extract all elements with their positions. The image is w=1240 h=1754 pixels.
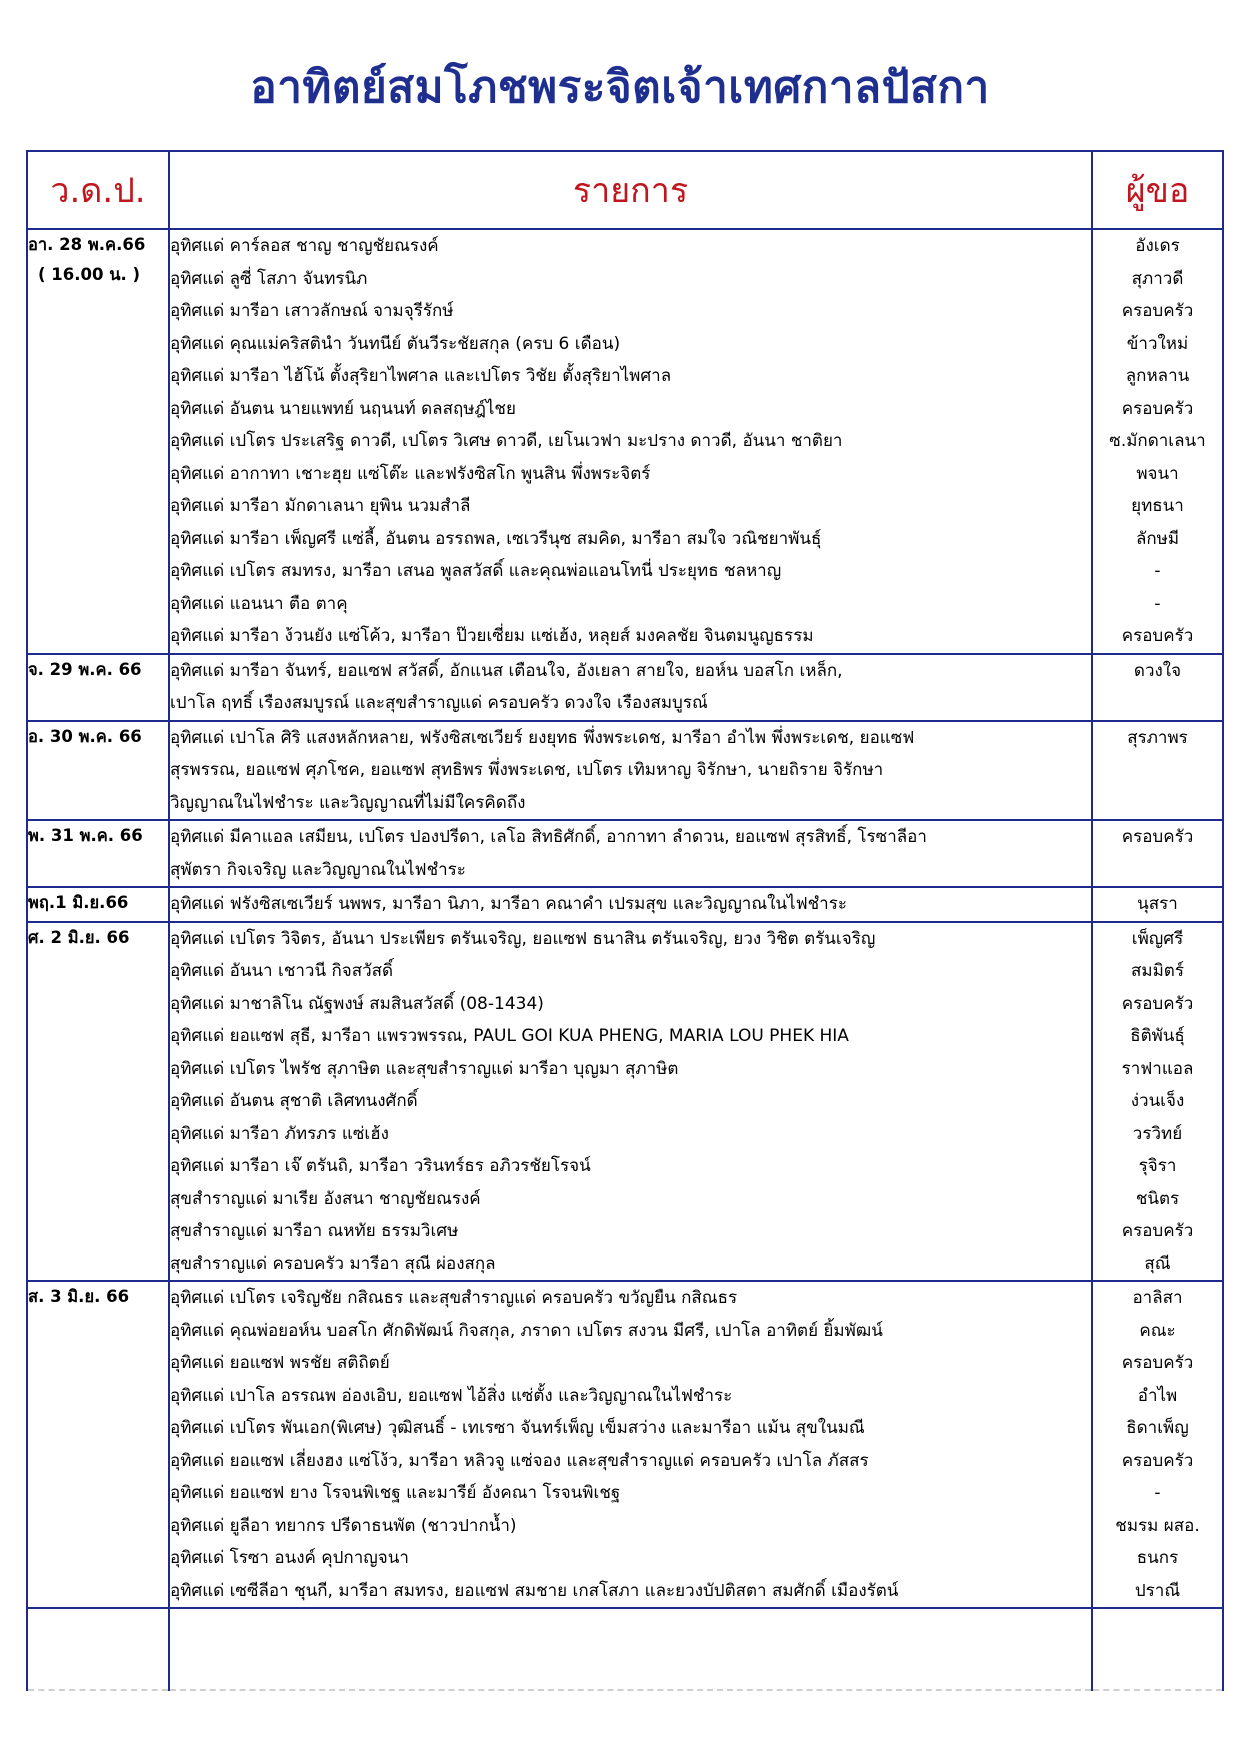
intention-line: อุทิศแด่ มารีอา ภัทรภร แซ่เฮ้ง: [170, 1123, 389, 1144]
intention-line: อุทิศแด่ ยอแซฟ ยาง โรจนพิเชฐ และมารีย์ อังคณา โรจนพิเชฐ: [170, 1483, 621, 1503]
requester-name: สุรภาพร: [1127, 727, 1188, 748]
intention-line: อุทิศแด่ ฟรังซิสเซเวียร์ นพพร, มารีอา นิภา, มารีอา คณาคํา เปรมสุข และวิญญาณในไฟชําระ: [170, 894, 847, 914]
requester-name: สุภาวดี: [1131, 268, 1184, 289]
requester-name: อาลิสา: [1132, 1288, 1183, 1308]
intention-line: อุทิศแด่ เปโตร พันเอก(พิเศษ) วุฒิสนธิ์ - เทเรซา จันทร์เพ็ญ เข็มสว่าง และมารีอา แม้น สุขในมณี: [170, 1418, 865, 1438]
empty-cell: [1092, 1608, 1223, 1690]
items-cell: [169, 654, 1092, 721]
header-items: รายการ: [169, 151, 1092, 229]
table-row: [27, 721, 1223, 821]
intention-line: อุทิศแด่ มารีอา มักดาเลนา ยุพิน นวมสําลี: [170, 496, 471, 516]
intention-line: อุทิศแด่ เปโตร สมทรง, มารีอา เสนอ พูลสวัสดิ์ และคุณพ่อแอนโทนี่ ประยุทธ ชลหาญ: [170, 561, 782, 581]
intention-line: อุทิศแด่ อันตน สุชาติ เลิศทนงศักดิ์: [170, 1091, 418, 1111]
requester-name: ราฟาแอล: [1121, 1058, 1194, 1079]
intention-line: วิญญาณในไฟชําระ และวิญญาณที่ไม่มีใครคิดถึง: [170, 792, 526, 813]
requester-name: [1093, 854, 1222, 887]
table-row: [27, 922, 1223, 1282]
requester-name: นุสรา: [1137, 894, 1178, 914]
requester-name: สุณี: [1144, 1253, 1171, 1274]
table-row: [27, 229, 1223, 654]
intention-line: อุทิศแด่ เปโตร วิจิตร, อันนา ประเพียร ตรันเจริญ, ยอแซฟ ธนาสิน ตรันเจริญ, ยวง วิชิต ตรันเจริญ: [170, 928, 876, 949]
requester-name: [1093, 787, 1222, 820]
requester-cell: [1092, 229, 1223, 654]
date-cell: [27, 1281, 169, 1608]
table-header-row: [27, 151, 1223, 229]
requester-name: ครอบครัว: [1121, 626, 1194, 646]
items-cell: [169, 922, 1092, 1282]
intention-line: อุทิศแด่ ยอแซฟ พรชัย สติถิตย์: [170, 1353, 390, 1373]
intention-line: อุทิศแด่ มารีอา จันทร์, ยอแซฟ สวัสดิ์, อักแนส เตือนใจ, อังเยลา สายใจ, ยอห์น บอสโก เหล็ก,: [170, 660, 843, 681]
requester-cell: [1092, 887, 1223, 922]
intention-line: อุทิศแด่ ยอแซฟ สุธี, มารีอา แพรวพรรณ, PAUL GOI KUA PHENG, MARIA LOU PHEK HIA: [170, 1026, 849, 1046]
intention-line: เปาโล ฤทธิ์ เรืองสมบูรณ์ และสุขสําราญแด่ ครอบครัว ดวงใจ เรืองสมบูรณ์: [170, 693, 708, 713]
date-cell: [27, 229, 169, 654]
requester-name: ครอบครัว: [1121, 1353, 1194, 1373]
intention-line: อุทิศแด่ คุณแม่คริสตินํา วันทนีย์ ตันวีระชัยสกุล (ครบ 6 เดือน): [170, 333, 621, 354]
requester-name: สมมิตร์: [1131, 961, 1184, 981]
items-cell: [169, 1281, 1092, 1608]
intention-line: อุทิศแด่ ยอแซฟ เลี่ยงฮง แซ่โง้ว, มารีอา หลิวจู แซ่จอง และสุขสําราญแด่ ครอบครัว เปาโล ภัสสร: [170, 1450, 869, 1471]
items-cell: [169, 721, 1092, 821]
requester-name: เพ็ญศรี: [1131, 928, 1184, 949]
requester-name: ครอบครัว: [1121, 993, 1194, 1014]
intention-line: อุทิศแด่ โรซา อนงค์ คุปกาญจนา: [170, 1548, 409, 1568]
intention-line: อุทิศแด่ ยูลีอา ทยากร ปรีดาธนพัต (ชาวปากน้ำ): [170, 1515, 517, 1536]
intention-line: อุทิศแด่ เซซีลีอา ชุนกี, มารีอา สมทรง, ยอแซฟ สมชาย เกสโสภา และยวงบัปติสตา สมศักดิ์ เมืองรัตน์: [170, 1580, 899, 1601]
intention-line: อุทิศแด่ เปโตร เจริญชัย กสิณธร และสุขสําราญแด่ ครอบครัว ขวัญยืน กสิณธร: [170, 1288, 738, 1308]
empty-cell: [27, 1608, 169, 1690]
intention-line: อุทิศแด่ เปาโล อรรณพ อ่องเอิบ, ยอแซฟ ไอ้สิ่ง แซ่ตั้ง และวิญญาณในไฟชําระ: [170, 1385, 733, 1406]
page-title: อาทิตย์สมโภชพระจิตเจ้าเทศกาลปัสกา: [250, 62, 990, 113]
requester-name: ธิดาเพ็ญ: [1126, 1418, 1189, 1438]
requester-name: -: [1154, 561, 1161, 581]
table-row: [27, 654, 1223, 721]
requester-name: ชมรม ผสอ.: [1115, 1515, 1200, 1536]
requester-name: [1093, 754, 1222, 787]
date-cell: [27, 887, 169, 922]
requester-name: ลักษมี: [1135, 528, 1180, 549]
intention-line: สุขสําราญแด่ มาเรีย อังสนา ชาญชัยณรงค์: [170, 1188, 481, 1209]
table-row: [27, 887, 1223, 922]
date-cell: [27, 922, 169, 1282]
empty-cell: [169, 1608, 1092, 1690]
date-text: พ. 31 พ.ค. 66: [28, 826, 143, 845]
intention-line: สุขสําราญแด่ มารีอา ณหทัย ธรรมวิเศษ: [170, 1221, 459, 1241]
items-cell: [169, 887, 1092, 922]
date-text: อา. 28 พ.ค.66: [28, 235, 146, 254]
intention-line: อุทิศแด่ มารีอา ง้วนยัง แซ่โค้ว, มารีอา ป๊วยเซี่ยม แซ่เฮ้ง, หลุยส์ มงคลชัย จินตมนูญธรรม: [170, 626, 814, 646]
intention-line: อุทิศแด่ ลูซี่ โสภา จันทรนิภ: [170, 268, 368, 289]
requester-name: รุจิรา: [1138, 1156, 1177, 1176]
requester-cell: [1092, 654, 1223, 721]
intention-line: อุทิศแด่ เปาโล ศิริ แสงหลักหลาย, ฟรังซิสเซเวียร์ ยงยุทธ พึ่งพระเดช, มารีอา อําไพ พึ่งพระเดช, ยอแซฟ: [170, 727, 915, 748]
requester-name: อังเดร: [1135, 236, 1180, 256]
requester-cell: [1092, 922, 1223, 1282]
requester-cell: [1092, 820, 1223, 887]
requester-name: -: [1154, 1483, 1161, 1503]
requester-name: ธิติพันธุ์: [1130, 1026, 1185, 1046]
items-cell: [169, 820, 1092, 887]
intention-line: สุรพรรณ, ยอแซฟ ศุภโชค, ยอแซฟ สุทธิพร พึ่งพระเดช, เปโตร เทิมหาญ จิรักษา, นายถิราย จิรักษา: [170, 760, 884, 780]
date-text: จ. 29 พ.ค. 66: [28, 659, 142, 679]
requester-name: [1093, 687, 1222, 720]
requester-name: ดวงใจ: [1133, 660, 1182, 681]
empty-row: [27, 1608, 1223, 1690]
intention-line: อุทิศแด่ มาชาลิโน ณัฐพงษ์ สมสินสวัสดิ์ (08-1434): [170, 993, 544, 1014]
requester-name: ชนิตร: [1135, 1188, 1180, 1209]
intention-line: อุทิศแด่ เปโตร ไพรัช สุภาษิต และสุขสําราญแด่ มารีอา บุญมา สุภาษิต: [170, 1058, 679, 1079]
intention-line: สุขสําราญแด่ ครอบครัว มารีอา สุณี ผ่องสกุล: [170, 1253, 496, 1274]
intention-line: อุทิศแด่ เปโตร ประเสริฐ ดาวดี, เปโตร วิเศษ ดาวดี, เยโนเวฟา มะปราง ดาวดี, อันนา ชาติยา: [170, 431, 843, 451]
requester-name: อําไพ: [1137, 1385, 1178, 1406]
date-cell: [27, 654, 169, 721]
intention-line: อุทิศแด่ มารีอา ไฮ้โน้ ตั้งสุริยาไพศาล และเปโตร วิชัย ตั้งสุริยาไพศาล: [170, 366, 672, 386]
requester-name: ครอบครัว: [1121, 1450, 1194, 1471]
intention-line: อุทิศแด่ คาร์ลอส ชาญ ชาญชัยณรงค์: [170, 236, 439, 256]
intention-line: อุทิศแด่ มารีอา เจ๊ ตรันถิ, มารีอา วรินทร์ธร อภิวรชัยโรจน์: [170, 1156, 591, 1176]
requester-name: ง่วนเจ็ง: [1130, 1091, 1185, 1111]
requester-cell: [1092, 721, 1223, 821]
intentions-table: [26, 150, 1224, 1691]
items-cell: [169, 229, 1092, 654]
intention-line: อุทิศแด่ มารีอา เพ็ญศรี แซ่ลี้, อันตน อรรถพล, เซเวรีนุซ สมคิด, มารีอา สมใจ วณิชยาพันธุ์: [170, 528, 822, 549]
date-text: ส. 3 มิ.ย. 66: [28, 1287, 130, 1306]
intention-line: อุทิศแด่ อากาทา เชาะฮุย แซ่โต๊ะ และฟรังซิสโก พูนสิน พึ่งพระจิตร์: [170, 463, 651, 484]
table-row: [27, 820, 1223, 887]
requester-name: ธนกร: [1136, 1548, 1179, 1568]
table-row: [27, 1281, 1223, 1608]
requester-name: ครอบครัว: [1121, 398, 1194, 419]
requester-name: ครอบครัว: [1121, 827, 1194, 847]
requester-name: ปราณี: [1134, 1580, 1181, 1601]
requester-name: ครอบครัว: [1121, 301, 1194, 321]
requester-name: คณะ: [1139, 1320, 1176, 1341]
header-date: ว.ด.ป.: [27, 151, 169, 229]
date-cell: [27, 820, 169, 887]
header-requester: ผู้ขอ: [1092, 151, 1223, 229]
requester-name: -: [1154, 593, 1161, 614]
intention-line: อุทิศแด่ มีคาแอล เสมียน, เปโตร ปองปรีดา, เลโอ สิทธิศักดิ์, อากาทา ลําดวน, ยอแซฟ สุรสิทธิ์, โรซาลีอา: [170, 827, 927, 847]
requester-name: ครอบครัว: [1121, 1221, 1194, 1241]
time-text: ( 16.00 น. ): [38, 265, 141, 284]
intention-line: อุทิศแด่ อันตน นายแพทย์ นฤนนท์ ดลสฤษฎ์ไชย: [170, 398, 516, 419]
requester-name: ข้าวใหม่: [1126, 333, 1189, 354]
date-text: ศ. 2 มิ.ย. 66: [28, 927, 130, 947]
requester-name: ยุทธนา: [1131, 496, 1184, 516]
requester-name: วรวิทย์: [1132, 1123, 1183, 1144]
requester-name: ลูกหลาน: [1125, 366, 1190, 386]
date-text: พฤ.1 มิ.ย.66: [28, 893, 129, 912]
requester-name: พจนา: [1136, 463, 1179, 484]
intention-line: สุพัตรา กิจเจริญ และวิญญาณในไฟชําระ: [170, 859, 466, 880]
intention-line: อุทิศแด่ อันนา เชาวนี กิจสวัสดิ์: [170, 961, 394, 981]
intention-line: อุทิศแด่ มารีอา เสาวลักษณ์ จามจุรีรักษ์: [170, 301, 454, 321]
date-text: อ. 30 พ.ค. 66: [28, 726, 142, 746]
intention-line: อุทิศแด่ แอนนา ตือ ตาคุ: [170, 593, 348, 614]
requester-name: ซ.มักดาเลนา: [1109, 431, 1206, 451]
table-body: [27, 229, 1223, 1690]
requester-cell: [1092, 1281, 1223, 1608]
date-cell: [27, 721, 169, 821]
intention-line: อุทิศแด่ คุณพ่อยอห์น บอสโก ศักดิพัฒน์ กิจสกุล, ภราดา เปโตร สงวน มีศรี, เปาโล อาทิตย์ ยิ้มพัฒน์: [170, 1320, 883, 1341]
